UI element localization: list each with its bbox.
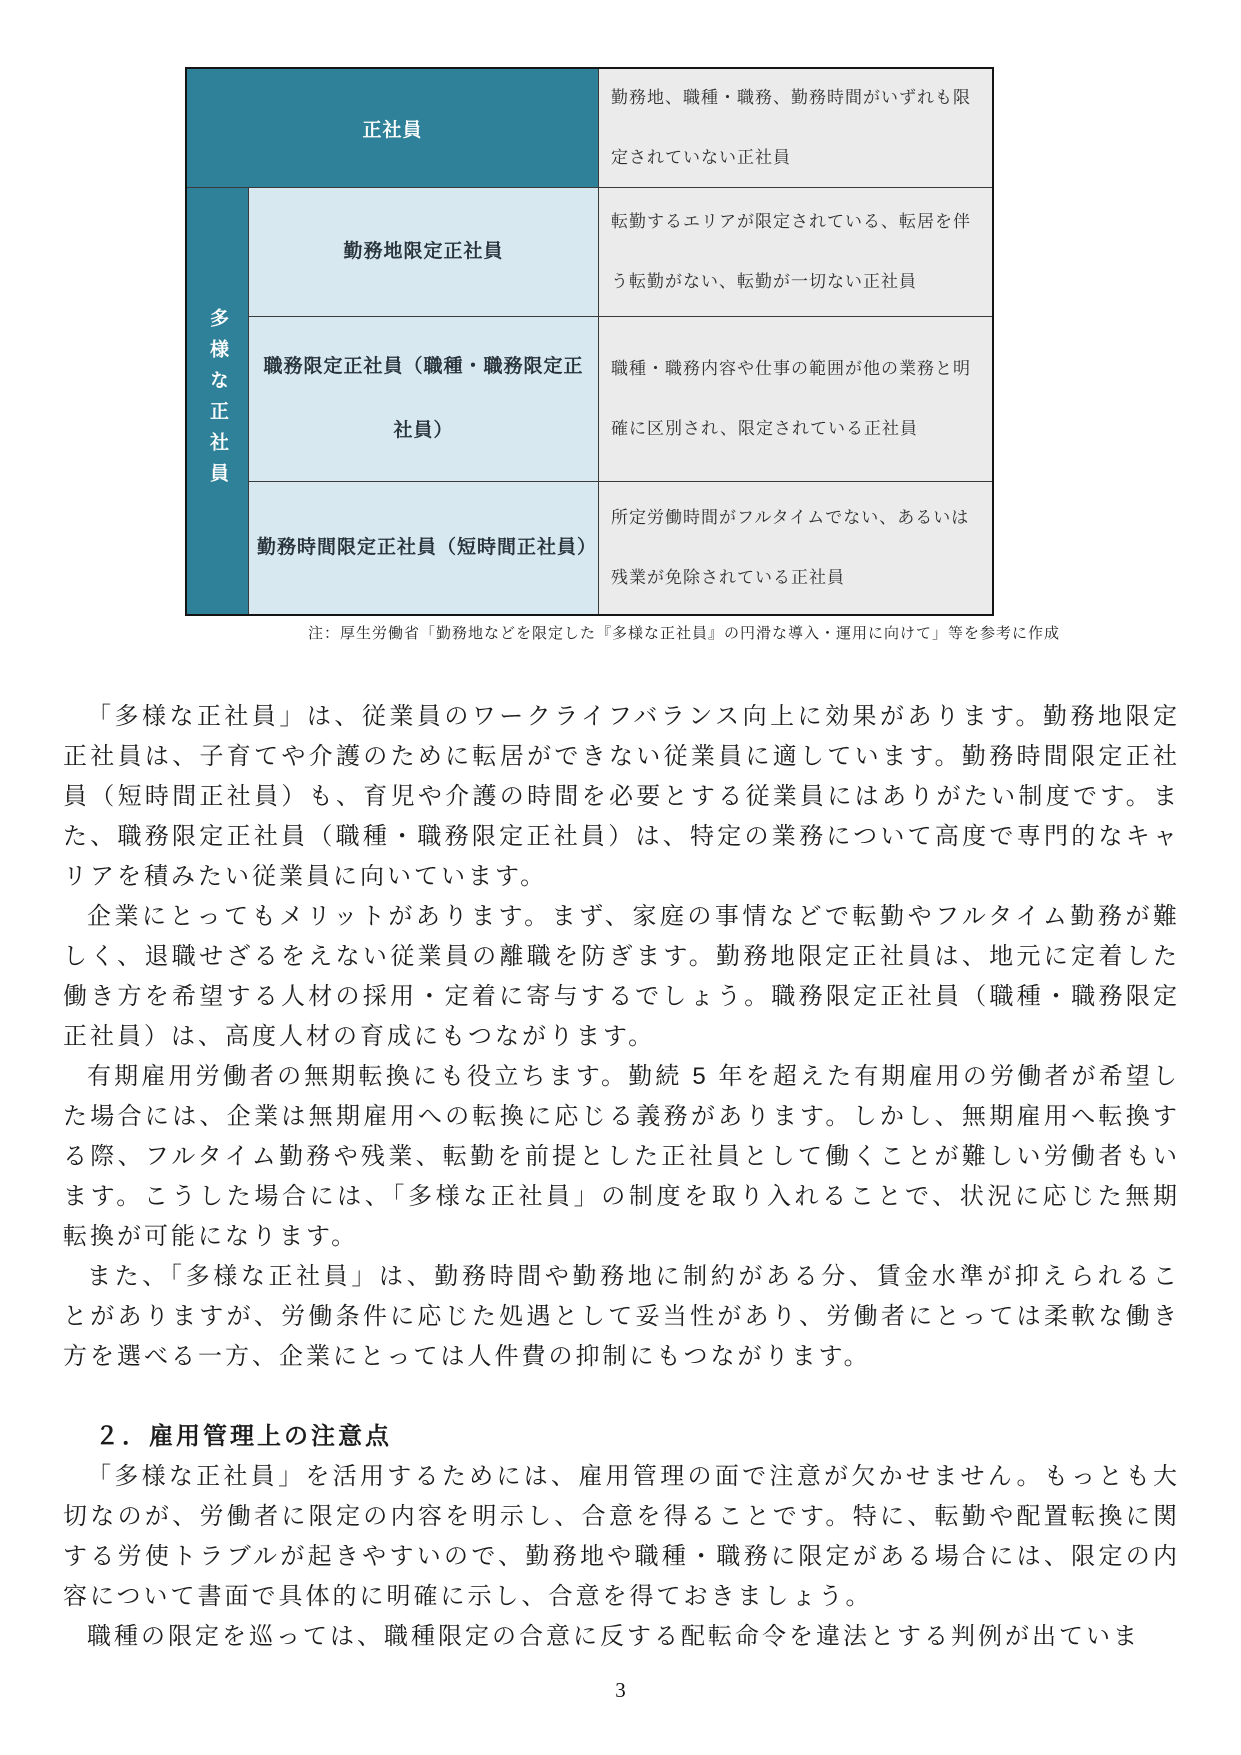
table-header-cell-regular-employee [187, 69, 598, 187]
body-text [63, 697, 1180, 1657]
row-description: 転勤するエリアが限定されている、転居を伴う転勤がない、転勤が一切ない正社員 [611, 212, 971, 291]
table-group-cell-diverse-employees [187, 188, 248, 614]
employee-types-table [185, 67, 994, 616]
paragraph-wage-level: また、「多様な正社員」は、勤務時間や勤務地に制約がある分、賃金水準が抑えられることがありますが、労働条件に応じた処遇として妥当性があり、労働者にとっては柔軟な働き方を選べる一方、企業にとっては人件費の抑制にもつながります。 [63, 1263, 1180, 1370]
table-group-label: 多様な正社員 [207, 308, 228, 494]
row-label: 勤務時間限定正社員（短時間正社員） [257, 537, 598, 558]
table-header-description: 勤務地、職種・職務、勤務時間がいずれも限定されていない正社員 [611, 88, 971, 167]
row-description: 所定労働時間がフルタイムでない、あるいは残業が免除されている正社員 [611, 508, 970, 587]
table-row-description-location-limited [599, 188, 992, 316]
table-header-label: 正社員 [362, 119, 423, 141]
table-source-note: 注：厚生労働省「勤務地などを限定した『多様な正社員』の円滑な導入・運用に向けて」等を参考に作成 [308, 625, 1061, 642]
table-row-description-hours-limited [599, 482, 992, 614]
paragraph-company-merit: 企業にとってもメリットがあります。まず、家庭の事情などで転勤やフルタイム勤務が難しく、退職せざるをえない従業員の離職を防ぎます。勤務地限定正社員は、地元に定着した働き方を希望する人材の採用・定着に寄与するでしょう。職務限定正社員（職種・職務限定正社員）は、高度人材の育成にもつながります。 [63, 903, 1180, 1050]
table-row-label-hours-limited [249, 482, 598, 614]
table-row-label-location-limited [249, 188, 598, 316]
paragraph-job-limitation-precedent: 職種の限定を巡っては、職種限定の合意に反する配転命令を違法とする判例が出ていま [87, 1623, 1140, 1650]
row-label: 勤務地限定正社員 [343, 241, 504, 262]
section-heading-employment-management: ２．雇用管理上の注意点 [95, 1423, 392, 1450]
table-row-description-duty-limited [599, 317, 992, 481]
row-label: 職務限定正社員（職種・職務限定正社員） [263, 356, 584, 441]
page-number: 3 [615, 1678, 626, 1702]
paragraph-worklife-balance: 「多様な正社員」は、従業員のワークライフバランス向上に効果があります。勤務地限定正社員は、子育てや介護のために転居ができない従業員に適しています。勤務時間限定正社員（短時間正社員）も、育児や介護の時間を必要とする従業員にはありがたい制度です。また、職務限定正社員（職種・職務限定正社員）は、特定の業務について高度で専門的なキャリアを積みたい従業員に向いています。 [63, 703, 1180, 890]
row-description: 職種・職務内容や仕事の範囲が他の業務と明確に区別され、限定されている正社員 [611, 359, 971, 438]
table-row-label-duty-limited [249, 317, 598, 481]
paragraph-mukitenkan: 有期雇用労働者の無期転換にも役立ちます。勤続 5 年を超えた有期雇用の労働者が希望した場合には、企業は無期雇用への転換に応じる義務があります。しかし、無期雇用へ転換する際、フルタイム勤務や残業、転勤を前提とした正社員として働くことが難しい労働者もいます。こうした場合には、「多様な正社員」の制度を取り入れることで、状況に応じた無期転換が可能になります。 [63, 1063, 1180, 1250]
table-header-description-cell [599, 69, 992, 187]
paragraph-management-caution: 「多様な正社員」を活用するためには、雇用管理の面で注意が欠かせません。もっとも大切なのが、労働者に限定の内容を明示し、合意を得ることです。特に、転勤や配置転換に関する労使トラブルが起きやすいので、勤務地や職種・職務に限定がある場合には、限定の内容について書面で具体的に明確に示し、合意を得ておきましょう。 [63, 1463, 1180, 1610]
